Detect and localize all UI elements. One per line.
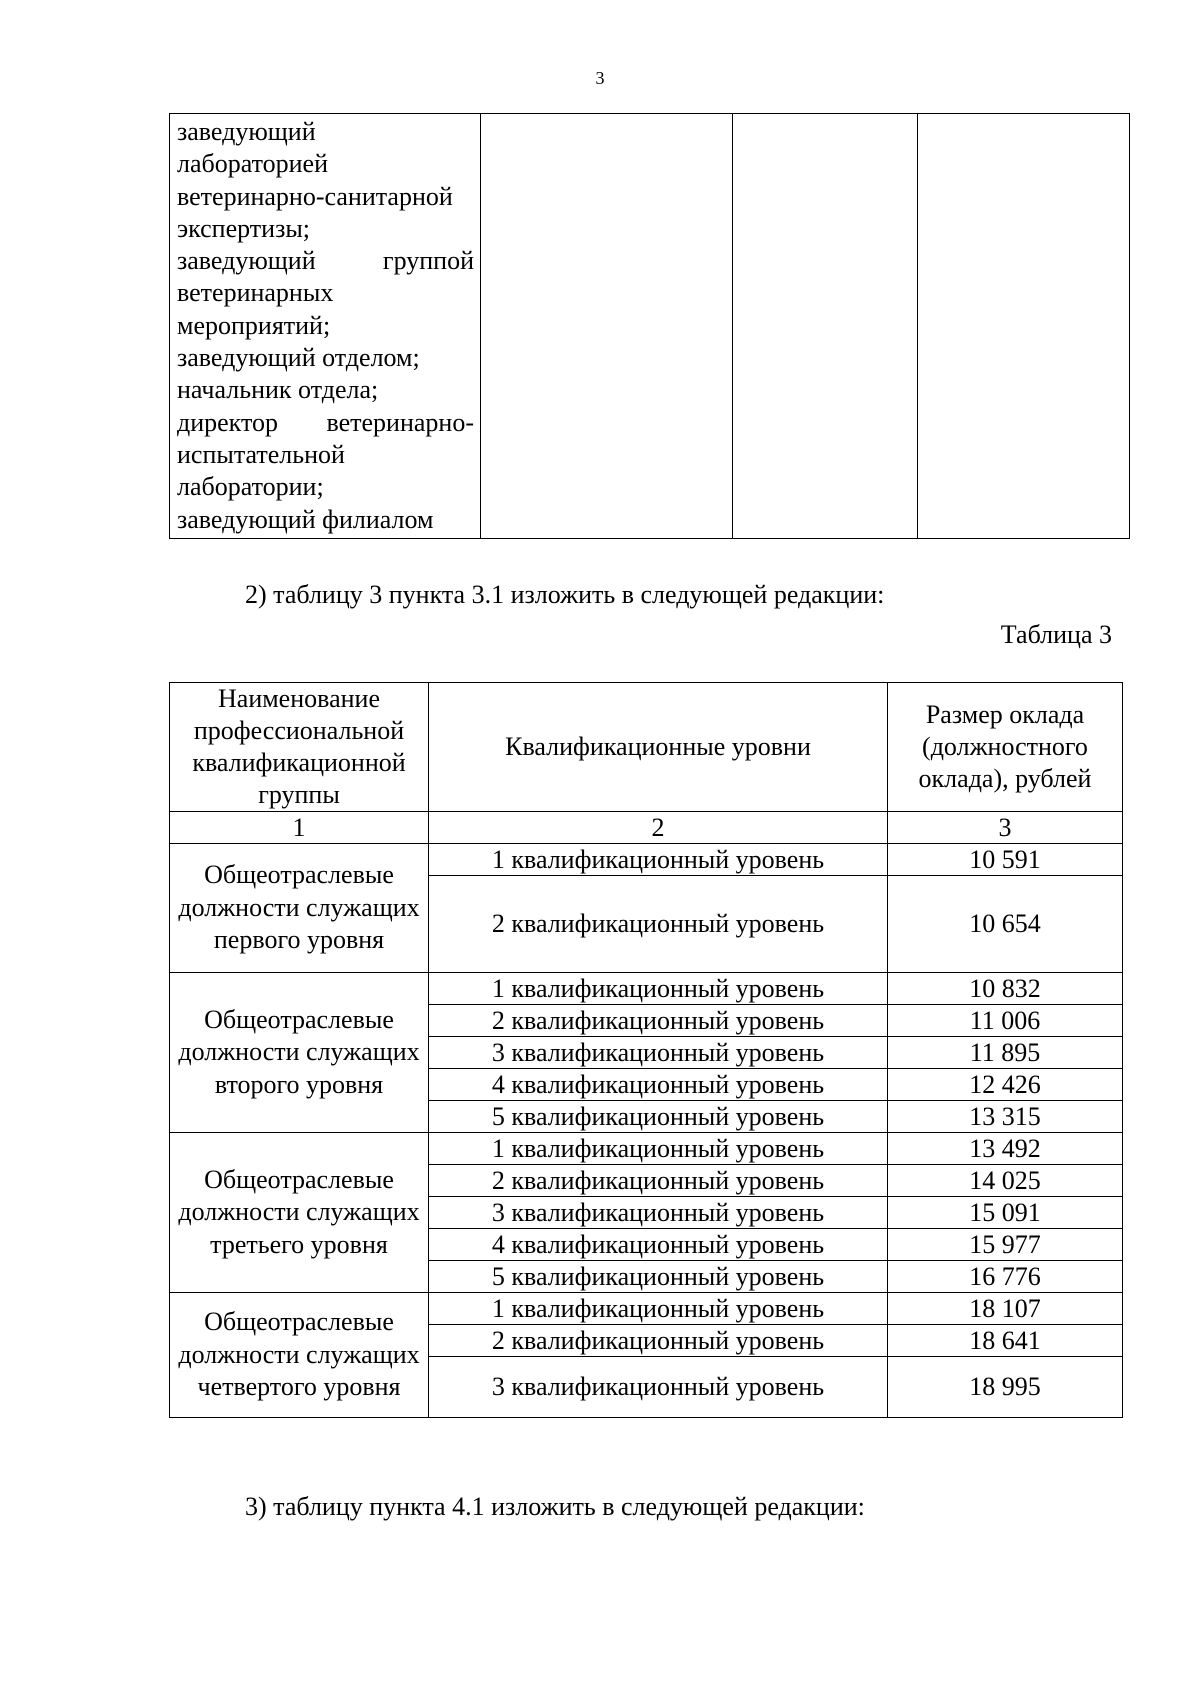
salary-cell: 15 977 bbox=[888, 1229, 1123, 1261]
column-number-row bbox=[170, 812, 1123, 844]
empty-cell bbox=[481, 114, 733, 539]
group-name: Общеотраслевые должности служащих первого уровня bbox=[170, 844, 429, 973]
level-cell: 1 квалификационный уровень bbox=[429, 1293, 888, 1325]
column-number: 1 bbox=[170, 812, 429, 844]
level-cell: 1 квалификационный уровень bbox=[429, 844, 888, 876]
salary-cell: 15 091 bbox=[888, 1197, 1123, 1229]
level-cell: 5 квалификационный уровень bbox=[429, 1261, 888, 1293]
level-cell: 3 квалификационный уровень bbox=[429, 1357, 888, 1418]
salary-cell: 12 426 bbox=[888, 1069, 1123, 1101]
level-cell: 5 квалификационный уровень bbox=[429, 1101, 888, 1133]
group-name: Общеотраслевые должности служащих третьего уровня bbox=[170, 1133, 429, 1293]
level-cell: 4 квалификационный уровень bbox=[429, 1069, 888, 1101]
salary-cell: 10 832 bbox=[888, 973, 1123, 1005]
list-item: экспертизы; bbox=[177, 213, 311, 243]
salary-cell: 16 776 bbox=[888, 1261, 1123, 1293]
list-item: мероприятий; bbox=[177, 310, 331, 340]
paragraph-3: 3) таблицу пункта 4.1 изложить в следующей редакции: bbox=[245, 1492, 865, 1521]
list-item: ветеринарно-санитарной bbox=[177, 181, 453, 211]
level-cell: 3 квалификационный уровень bbox=[429, 1197, 888, 1229]
column-number: 3 bbox=[888, 812, 1123, 844]
table-row bbox=[170, 844, 1123, 876]
list-item: заведующий филиалом bbox=[177, 504, 434, 534]
salary-cell: 18 641 bbox=[888, 1325, 1123, 1357]
list-item: директор ветеринарно- bbox=[177, 407, 474, 437]
page-number: 3 bbox=[595, 68, 605, 88]
salary-cell: 11 895 bbox=[888, 1037, 1123, 1069]
group-name: Общеотраслевые должности служащих четвертого уровня bbox=[170, 1293, 429, 1418]
level-cell: 2 квалификационный уровень bbox=[429, 1165, 888, 1197]
level-cell: 3 квалификационный уровень bbox=[429, 1037, 888, 1069]
table-row bbox=[170, 1293, 1123, 1325]
list-item: заведующий отделом; bbox=[177, 343, 420, 373]
table-caption: Таблица 3 bbox=[1000, 620, 1112, 649]
salary-cell: 10 591 bbox=[888, 844, 1123, 876]
level-cell: 2 квалификационный уровень bbox=[429, 1325, 888, 1357]
continuation-table bbox=[169, 113, 1130, 539]
salary-cell: 14 025 bbox=[888, 1165, 1123, 1197]
positions-cell bbox=[170, 114, 481, 539]
table-row bbox=[170, 1133, 1123, 1165]
list-item: лаборатории; bbox=[177, 472, 324, 502]
column-header: Квалификационные уровни bbox=[429, 683, 888, 812]
salary-cell: 13 492 bbox=[888, 1133, 1123, 1165]
level-cell: 2 квалификационный уровень bbox=[429, 1005, 888, 1037]
empty-cell bbox=[733, 114, 918, 539]
positions-list bbox=[170, 114, 480, 536]
salary-cell: 13 315 bbox=[888, 1101, 1123, 1133]
level-cell: 2 квалификационный уровень bbox=[429, 876, 888, 973]
salary-cell: 18 107 bbox=[888, 1293, 1123, 1325]
level-cell: 1 квалификационный уровень bbox=[429, 973, 888, 1005]
list-item: заведующий bbox=[177, 117, 316, 146]
list-item: лабораторией bbox=[177, 149, 328, 179]
list-item: заведующий группой bbox=[177, 246, 474, 276]
paragraph-2: 2) таблицу 3 пункта 3.1 изложить в следующей редакции: bbox=[245, 580, 885, 609]
table-header-row bbox=[170, 683, 1123, 812]
salary-cell: 10 654 bbox=[888, 876, 1123, 973]
salary-cell: 11 006 bbox=[888, 1005, 1123, 1037]
column-number: 2 bbox=[429, 812, 888, 844]
level-cell: 4 квалификационный уровень bbox=[429, 1229, 888, 1261]
list-item: ветеринарных bbox=[177, 278, 334, 308]
level-cell: 1 квалификационный уровень bbox=[429, 1133, 888, 1165]
column-header: Наименование профессиональной квалификационной группы bbox=[170, 683, 429, 812]
empty-cell bbox=[918, 114, 1130, 539]
list-item: начальник отдела; bbox=[177, 375, 379, 405]
column-header: Размер оклада (должностного оклада), рублей bbox=[888, 683, 1123, 812]
salary-cell: 18 995 bbox=[888, 1357, 1123, 1418]
table-row bbox=[170, 973, 1123, 1005]
list-item: испытательной bbox=[177, 439, 345, 469]
group-name: Общеотраслевые должности служащих второго уровня bbox=[170, 973, 429, 1133]
table-row bbox=[170, 114, 1130, 539]
salary-table bbox=[169, 682, 1123, 1418]
